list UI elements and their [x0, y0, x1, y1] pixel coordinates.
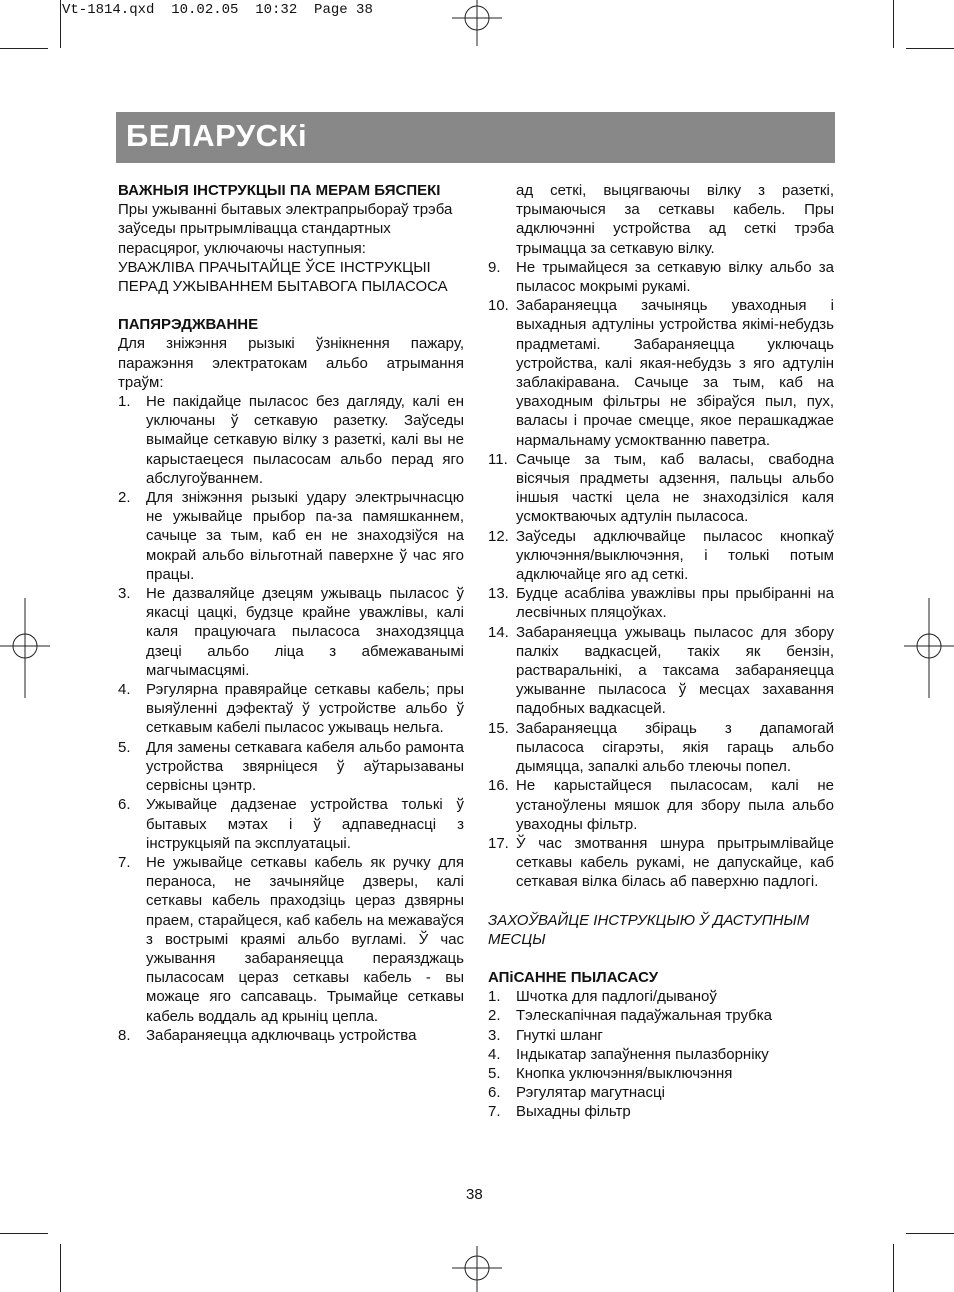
- list-item-number: 4.: [118, 681, 131, 699]
- crop-mark-top-right-v: [893, 0, 894, 48]
- list-item: [488, 1045, 834, 1064]
- list-item-number: 12.: [488, 527, 509, 545]
- parts-list: [488, 987, 834, 1121]
- keep-instructions-note: ЗАХОЎВАЙЦЕ ІНСТРУКЦЫЮ Ў ДАСТУПНЫМ МЕСЦЫ: [488, 911, 810, 948]
- list-item-text: Тэлескапічная падаўжальная трубка: [516, 1007, 772, 1025]
- list-item-text: Рэгулятар магутнасці: [516, 1084, 665, 1102]
- list-item: [488, 1064, 834, 1083]
- list-item: [488, 623, 834, 719]
- list-item-text: Не карыстайцеся пыласосам, калі не устаноўлены мяшок для збору пыла альбо уваходны фільтр.: [516, 777, 834, 833]
- list-item-number: 6.: [488, 1084, 501, 1102]
- list-item: [488, 1083, 834, 1102]
- list-item-text: Забараняецца зачыняць уваходныя і выхадныя адтуліны устройства якімі-небудзь прадметамі. Забараняецца уключаць устройства, калі якая-небудзь з яго адтулін заблакіравана. Сачыце за тым, каб на уваходным фільтры не збіраўся пыл, пух, валасы і прочае смецце, якое перашкаджае нармальнаму усмоктванню паветра.: [516, 297, 834, 449]
- list-item-text: ад сеткі, выцягваючы вілку з разеткі, трымаючыся за сеткавы кабель. Пры адключэнні устройства ад сеткі трэба трымацца за сеткавую вілку.: [516, 182, 834, 257]
- title-banner: [116, 112, 835, 163]
- list-item-number: 3.: [118, 585, 131, 603]
- right-column: [488, 181, 834, 1122]
- list-item: [488, 834, 834, 892]
- list-item-number: 10.: [488, 297, 509, 315]
- list-item: [118, 488, 464, 584]
- list-item: [488, 296, 834, 450]
- list-item-number: 2.: [488, 1007, 501, 1025]
- crop-mark-bottom-right-v: [893, 1244, 894, 1292]
- list-item: [118, 680, 464, 738]
- list-item: [488, 527, 834, 585]
- heading-safety: ВАЖНЫЯ IНСТРУКЦЫI ПА МЕРАМ БЯСПЕКI: [118, 182, 441, 199]
- list-item-text: Ужывайце дадзенае устройства толькі ў бытавых мэтах і ў адпаведнасці з інструкцыяй па эксплуатацыі.: [146, 796, 464, 852]
- list-item: [488, 258, 834, 296]
- intro-paragraph: Пры ужываннi бытавых электрапрыбораў трэба заўседы прытрымлiвацца стандартных перасцярог, уключаючы наступныя:: [118, 201, 453, 257]
- crop-mark-bottom-left-h: [0, 1233, 48, 1234]
- read-instructions-paragraph: УВАЖЛIВА ПРАЧЫТАЙЦЕ ЎСЕ IНСТРУКЦЫI ПЕРАД УЖЫВАННЕМ БЫТАВОГА ПЫЛАСОСА: [118, 258, 448, 296]
- list-item-number: 4.: [488, 1045, 501, 1063]
- registration-mark-right: [904, 598, 954, 698]
- list-item-text: Не ужывайце сеткавы кабель як ручку для пераноса, не зачыняйце дзверы, калі сеткавы кабель праходзіць цераз дзвярны праем, старайцеся, каб кабель на межаваўся з вострымі краямі альбо вугламі. Ў час ужывання забараняецца пераязджаць пыласосам цераз сеткавы кабель - вы можаце яго сапсаваць. Трымайце сеткавы кабель воддаль ад крыніц цепла.: [146, 853, 464, 1025]
- list-item: [488, 450, 834, 527]
- crop-mark-bottom-left-v: [60, 1244, 61, 1292]
- registration-mark-left: [0, 598, 50, 698]
- registration-mark-top: [452, 0, 502, 46]
- crop-mark-top-left-v: [60, 0, 61, 48]
- list-item: [118, 738, 464, 796]
- list-item-number: 8.: [118, 1026, 131, 1044]
- warning-intro: Для зніжэння рызыкі ўзнікнення пажару, паражэння электратокам альбо атрымання траўм:: [118, 335, 464, 391]
- list-item-number: 7.: [118, 853, 131, 871]
- list-item-text: Для зніжэння рызыкі удару электрычнасцю не ужывайце прыбор па-за памяшканнем, сачыце за тым, каб ен не знаходзіўся на мокрай альбо вільготнай паверхне ў час яго працы.: [146, 489, 464, 583]
- crop-mark-top-right-h: [906, 48, 954, 49]
- list-item-number: 9.: [488, 258, 501, 276]
- list-item: [488, 1006, 834, 1025]
- list-item: [488, 1102, 834, 1121]
- list-item-number: 17.: [488, 834, 509, 852]
- list-item-text: Не пакідайце пыласос без дагляду, калі ен уключаны ў сеткавую разетку. Заўседы вымайце сеткавую вілку з разеткi, калi вы не карыстаецеся пыласосам альбо перад яго абслугоўваннем.: [146, 393, 464, 487]
- registration-mark-bottom: [452, 1246, 502, 1292]
- left-column: [118, 181, 464, 1045]
- list-item-text: Рэгулярна правярайце сеткавы кабель; пры выяўленні дэфектаў ў устройстве альбо ў сеткавым кабелі пыласос ужываць нельга.: [146, 681, 464, 737]
- list-item-text: Выхадны фільтр: [516, 1103, 631, 1121]
- warning-list-continued: [488, 258, 834, 892]
- list-item: [488, 719, 834, 777]
- heading-description: АПiСАННЕ ПЫЛАСАСУ: [488, 968, 659, 986]
- list-item-number: 6.: [118, 796, 131, 814]
- page-number: 38: [466, 1186, 483, 1203]
- list-item: [118, 853, 464, 1026]
- list-item-number: 16.: [488, 777, 509, 795]
- list-item-text: Не трымайцеся за сеткавую вілку альбо за пыласос мокрымі рукамі.: [516, 258, 834, 296]
- list-item-number: 13.: [488, 585, 509, 603]
- list-item-text: Заўседы адключвайце пыласос кнопкаў уключэння/выключэння, і толькі потым адключайце яго ад сеткі.: [516, 527, 834, 584]
- list-item: [488, 776, 834, 834]
- list-item-number: 5.: [118, 738, 131, 756]
- list-item-continuation: [488, 181, 834, 258]
- list-item-text: Ў час змотвання шнура прытрымлівайце сеткавы кабель рукамі, не дапускайце, каб сеткавая вілка білась аб паверхню падлогі.: [516, 834, 834, 891]
- list-item-text: Не дазваляйце дзецям ужываць пыласос ў якасці цацкі, будзце крайне уважлівы, калі каля працуючага пыласоса знаходзяцца дзеці альбо ліца з абмежаванымі магчымасцямі.: [146, 585, 464, 679]
- list-item-text: Будце асабліва уважлівы пры прыбіранні на лесвічных пляцоўках.: [516, 585, 834, 622]
- crop-mark-top-left-h: [0, 48, 48, 49]
- list-item-number: 7.: [488, 1103, 501, 1121]
- list-item-number: 1.: [118, 393, 131, 411]
- list-item-number: 15.: [488, 719, 509, 737]
- list-item-text: Кнопка уключэння/выключэння: [516, 1064, 733, 1082]
- list-item: [488, 987, 834, 1006]
- list-item-number: 2.: [118, 489, 131, 507]
- list-item-number: 11.: [488, 450, 508, 468]
- list-item: [488, 584, 834, 622]
- list-item-number: 3.: [488, 1026, 501, 1044]
- list-item: [488, 1026, 834, 1045]
- list-item: [118, 584, 464, 680]
- list-item: [118, 1026, 464, 1045]
- list-item-number: 14.: [488, 623, 509, 641]
- warning-list: [118, 392, 464, 1045]
- list-item: [118, 392, 464, 488]
- print-slug: Vt-1814.qxd 10.02.05 10:32 Page 38: [62, 2, 373, 18]
- list-item-text: Гнуткі шланг: [516, 1026, 603, 1044]
- list-item-text: Забараняецца адключваць устройства: [146, 1026, 417, 1044]
- list-item-text: Забараняецца ужываць пыласос для збору палкіх вадкасцей, такіх як бензін, растваральнікі, а таксама забараняецца ужыванне пыласоса ў месцах захавання падобных вадкасцей.: [516, 623, 834, 718]
- list-item: [118, 795, 464, 853]
- list-item-text: Індыкатар запаўнення пылазборніку: [516, 1045, 769, 1063]
- list-item-number: 5.: [488, 1064, 501, 1082]
- list-item-text: Шчотка для падлогі/дываноў: [516, 988, 717, 1006]
- heading-warning: ПАПЯРЭДЖВАННЕ: [118, 316, 259, 334]
- list-item-number: 1.: [488, 988, 501, 1006]
- page-title: БЕЛАРУСКi: [126, 118, 308, 153]
- list-item-text: Забараняецца збіраць з дапамогай пыласоса сігарэты, якія гараць альбо дымяцца, запалкі альбо тлеючы попел.: [516, 719, 834, 776]
- list-item-text: Для замены сеткавага кабеля альбо рамонта устройства звярніцеся ў аўтарызаваны сервісны цэнтр.: [146, 738, 464, 795]
- list-item-text: Сачыце за тым, каб валасы, свабодна вісячыя прадметы адзення, пальцы альбо іншыя часткі цела не знаходзіліся каля усмоктваючых адтулін пыласоса.: [516, 450, 834, 526]
- crop-mark-bottom-right-h: [906, 1233, 954, 1234]
